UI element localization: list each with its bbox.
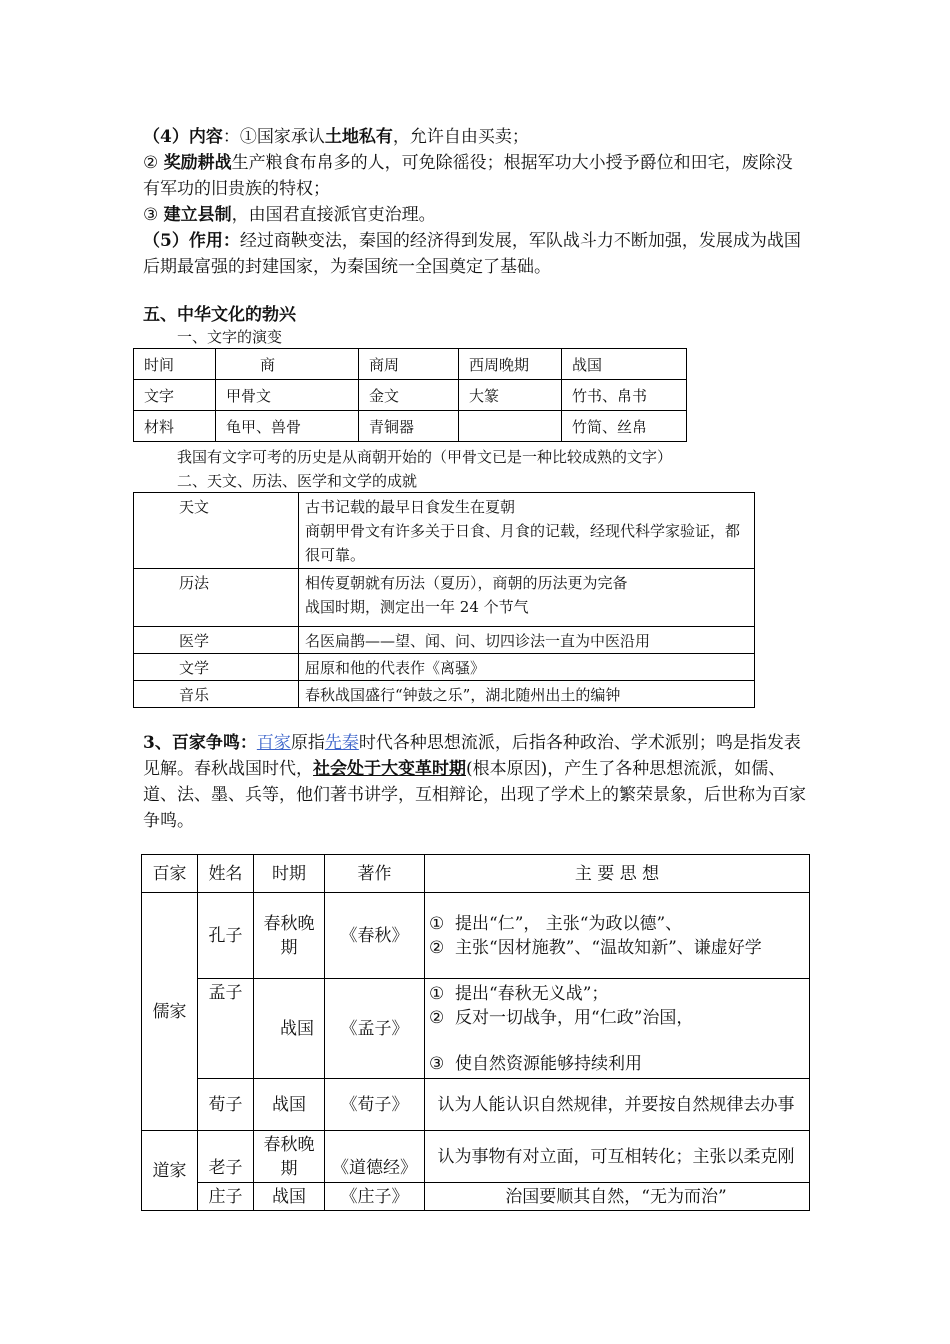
script-evolution-heading: 一、文字的演变 xyxy=(177,328,283,346)
reform-content-1: （4）内容：①国家承认土地私有，允许自由买卖； xyxy=(143,127,529,147)
reform-content-3: ③ 建立县制，由国君直接派官吏治理。 xyxy=(143,205,436,225)
reform-effect: （5）作用：经过商鞅变法，秦国的经济得到发展，军队战斗力不断加强，发展成为战国后期最富强的封建国家，为秦国统一全国奠定了基础。 xyxy=(143,231,801,277)
script-table xyxy=(133,348,687,442)
section-title: 五、中华文化的勃兴 xyxy=(143,305,296,325)
table-row: 荀子 战国 《荀子》 认为人能认识自然规律，并要按自然规律去办事 xyxy=(142,1079,810,1131)
table-row: 音乐 春秋战国盛行“钟鼓之乐”，湖北随州出土的编钟 xyxy=(134,681,755,708)
table-row: 医学 名医扁鹊——望、闻、问、切四诊法一直为中医沿用 xyxy=(134,627,755,654)
table-row: 庄子 战国 《庄子》 治国要顺其自然，“无为而治” xyxy=(142,1183,810,1211)
hundred-schools-paragraph: 3、百家争鸣：百家原指先秦时代各种思想流派，后指各种政治、学术派别；鸣是指发表见解。春秋战国时代，社会处于大变革时期(根本原因)，产生了各种思想流派，如儒、道、法、墨、兵等，他们著书讲学，互相辩论，出现了学术上的繁荣景象，后世称为百家争鸣。 xyxy=(143,733,806,831)
link-xianqin[interactable]: 先秦 xyxy=(324,733,359,753)
table-row: 材料 龟甲、兽骨 青铜器 竹简、丝帛 xyxy=(134,411,687,442)
table-row: 道家 老子 春秋晚期 《道德经》 认为事物有对立面，可互相转化；主张以柔克刚 xyxy=(142,1131,810,1183)
achievements-table xyxy=(133,492,755,708)
reform-content-2: ② 奖励耕战生产粮食布帛多的人，可免除徭役；根据军功大小授予爵位和田宅，废除没有军功的旧贵族的特权； xyxy=(143,153,793,199)
script-note: 我国有文字可考的历史是从商朝开始的（甲骨文已是一种比较成熟的文字） xyxy=(177,448,673,466)
achievements-heading: 二、天文、历法、医学和文学的成就 xyxy=(177,472,418,490)
table-row: 百家 姓名 时期 著作 主 要 思 想 xyxy=(142,855,810,893)
table-row: 孟子 战国 《孟子》 ① 提出“春秋无义战”； ② 反对一切战争，用“仁政”治国， ③ 使自然资源能够持续利用 xyxy=(142,979,810,1079)
table-row: 时间 商 商周 西周晚期 战国 xyxy=(134,349,687,380)
table-row: 历法 相传夏朝就有历法（夏历），商朝的历法更为完备 战国时期，测定出一年 24 个节气 xyxy=(134,569,755,627)
schools-table xyxy=(141,854,810,1211)
table-row: 天文 古书记载的最早日食发生在夏朝 商朝甲骨文有许多关于日食、月食的记载，经现代科学家验证，都很可靠。 xyxy=(134,493,755,569)
table-row: 文学 屈原和他的代表作《离骚》 xyxy=(134,654,755,681)
link-baijia[interactable]: 百家 xyxy=(256,733,291,753)
table-row: 儒家 孔子 春秋晚期 《春秋》 ① 提出“仁”， 主张“为政以德”、 ② 主张“因材施教”、“温故知新”、谦虚好学 xyxy=(142,893,810,979)
table-row: 文字 甲骨文 金文 大篆 竹书、帛书 xyxy=(134,380,687,411)
